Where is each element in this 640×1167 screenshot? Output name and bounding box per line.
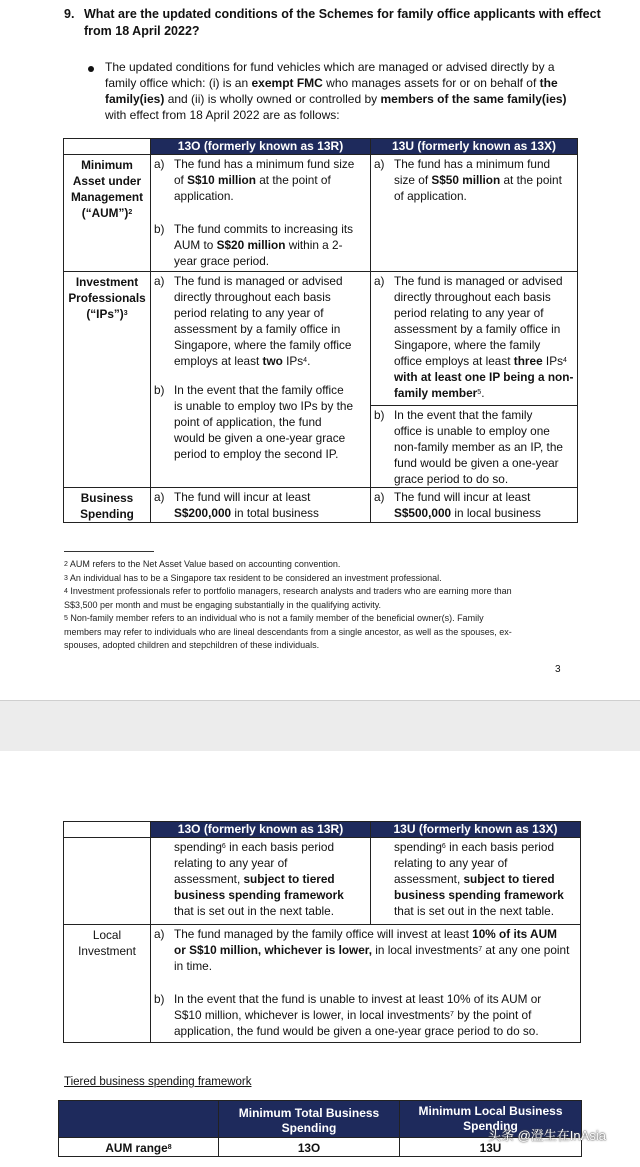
table-row-business-spending [64, 488, 578, 523]
row-head-blank [64, 838, 151, 925]
biz-13o-cell: a) The fund will incur at least S$200,000 in total business [151, 488, 371, 523]
conditions-table-continued [63, 821, 581, 1043]
aum-13u-cell: a) The fund has a minimum fund size of S$50 million at the point of application. [371, 155, 578, 272]
table-header-row [64, 139, 578, 155]
intro-line-3: family(ies) and (ii) is wholly owned or controlled by members of the same family(ies) [105, 92, 567, 106]
aum-range-label: AUM range$^8$ [59, 1138, 219, 1157]
tier-header-local: Minimum Local Business Spending [400, 1101, 582, 1138]
tier-header-blank [59, 1101, 219, 1138]
row-head-ips: Investment Professionals (“IPs”)$^3$ [64, 272, 151, 488]
row-head-business-spending: Business Spending [64, 488, 151, 523]
tier-13o-label: 13O [219, 1138, 400, 1157]
table-row-local-investment [64, 925, 581, 1043]
source-watermark: 头条 @澄生在InAsia [488, 1128, 606, 1143]
document-page-2 [0, 751, 640, 1167]
table-row-business-spending-cont [64, 838, 581, 925]
header-blank-cell [64, 822, 151, 838]
biz-13u-cell: a) The fund will incur at least S$500,000 in local business [371, 488, 578, 523]
header-blank-cell [64, 139, 151, 155]
intro-line-2: family office which: (i) is an exempt FMC who manages assets for or on behalf of the [105, 76, 558, 90]
question-line-2: from 18 April 2022? [84, 24, 200, 38]
footnote-5: $^5$ Non-family member refers to an individual who is not a family member of the beneficial owner(s). Family members may refer to individuals who are lineal descendants from a single ancestor, as well as the spouses, ex- spouses, adopted children and stepchildren of these individuals. [64, 613, 512, 650]
header-13u: 13U (formerly known as 13X) [371, 822, 581, 838]
aum-13o-cell: a) The fund has a minimum fund size of S$10 million at the point of application. b) The fund commits to increasing its AUM to S$20 million within a 2- year grace period. [151, 155, 371, 272]
row-head-aum: Minimum Asset under Management (“AUM”)$^2$ [64, 155, 151, 272]
intro-line-1: The updated conditions for fund vehicles which are managed or advised directly by a [105, 60, 555, 74]
bullet-icon [88, 66, 94, 72]
footnote-2: $^2$ AUM refers to the Net Asset Value based on accounting convention. [64, 559, 341, 569]
header-13o: 13O (formerly known as 13R) [151, 139, 371, 155]
page-number: 3 [555, 664, 561, 675]
header-13o: 13O (formerly known as 13R) [151, 822, 371, 838]
footnote-3: $^3$ An individual has to be a Singapore tax resident to be considered an investment professional. [64, 572, 442, 583]
intro-paragraph [105, 59, 575, 123]
table-row-ips [64, 272, 578, 488]
biz-cont-13u-cell: spending$^6$ in each basis period relating to any year of assessment, subject to tiered business spending framework that is set out in the next table. [371, 838, 581, 925]
table-header-row [64, 822, 581, 838]
page-separator [0, 700, 640, 752]
footnotes [64, 558, 580, 653]
header-13u: 13U (formerly known as 13X) [371, 139, 578, 155]
tier-13u-label: 13U [400, 1138, 582, 1157]
tier-header-total: Minimum Total Business Spending [219, 1101, 400, 1138]
question-number: 9. [64, 7, 75, 21]
tiered-framework-heading: Tiered business spending framework [64, 1076, 252, 1088]
local-investment-cell: a) The fund managed by the family office will invest at least 10% of its AUM or S$10 million, whichever is lower, in local investments$^7$ at any one point in time. b) In the event that the fund is unable to invest at least 10% of its AUM or S$10 million, whichever is lower, in local investments$^7$ by the point of application, the fund would be given a one-year grace period to do so. [151, 925, 581, 1043]
ips-13u-cell: a) The fund is managed or advised directly throughout each basis period relating to any year of assessment by a family office in Singapore, where the family office employs at least three IPs$^4$ with at least one IP being a non- family member$^5$. b) In the event that the family office is unable to employ one non-family member as an IP, the fund would be given a one-year grace period to do so. [371, 272, 578, 488]
question-line-1: What are the updated conditions of the Schemes for family office applicants with effect [84, 7, 601, 21]
question-heading [84, 6, 640, 40]
intro-line-4: with effect from 18 April 2022 are as follows: [105, 108, 340, 122]
footnote-4: $^4$ Investment professionals refer to portfolio managers, research analysts and traders who are earning more than S$3,500 per month and must be engaging substantially in the qualifying activity. [64, 586, 512, 610]
row-head-local-investment: Local Investment [64, 925, 151, 1043]
conditions-table [63, 138, 578, 523]
ips-13o-cell: a) The fund is managed or advised directly throughout each basis period relating to any year of assessment by a family office in Singapore, where the family office employs at least two IPs$^4$. b) In the event that the family office is unable to employ two IPs by the point of application, the fund would be given a one-year grace period to employ the second IP. [151, 272, 371, 488]
biz-cont-13o-cell: spending$^6$ in each basis period relating to any year of assessment, subject to tiered business spending framework that is set out in the next table. [151, 838, 371, 925]
table-row-aum [64, 155, 578, 272]
footnote-divider [64, 551, 154, 552]
